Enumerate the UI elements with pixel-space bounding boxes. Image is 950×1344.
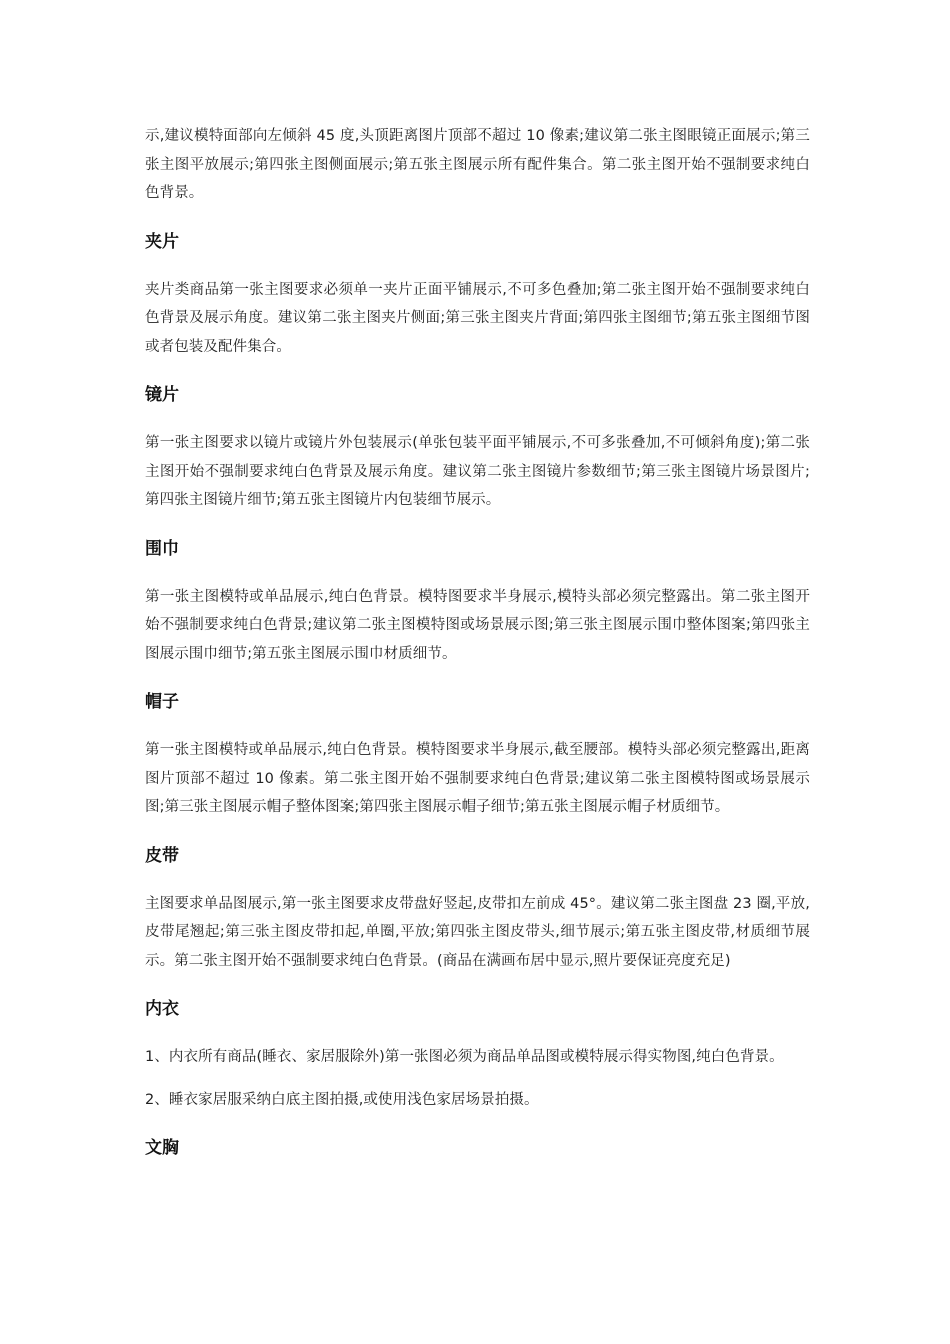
section-heading-bra: 文胸 [145, 1138, 179, 1158]
section-paragraph-clip: 夹片类商品第一张主图要求必须单一夹片正面平铺展示,不可多色叠加;第二张主图开始不强制要求纯白色背景及展示角度。建议第二张主图夹片侧面;第三张主图夹片背面;第四张主图细节;第五张主图细节图或者包装及配件集合。 [145, 281, 810, 355]
section-heading-lens: 镜片 [145, 385, 179, 405]
intro-paragraph: 示,建议模特面部向左倾斜 45 度,头顶距离图片顶部不超过 10 像素;建议第二张主图眼镜正面展示;第三张主图平放展示;第四张主图侧面展示;第五张主图展示所有配件集合。第二张主图开始不强制要求纯白色背景。 [145, 128, 810, 201]
section-heading-belt: 皮带 [145, 845, 179, 866]
section-paragraph-scarf: 第一张主图模特或单品展示,纯白色背景。模特图要求半身展示,模特头部必须完整露出。第二张主图开始不强制要求纯白色背景;建议第二张主图模特图或场景展示图;第三张主图展示围巾整体图案;第四张主图展示围巾细节;第五张主图展示围巾材质细节。 [145, 588, 810, 662]
section-heading-underwear: 内衣 [145, 999, 179, 1019]
section-paragraph-underwear-1: 1、内衣所有商品(睡衣、家居服除外)第一张图必须为商品单品图或模特展示得实物图,纯白色背景。 [145, 1049, 784, 1065]
section-paragraph-underwear-2: 2、睡衣家居服采纳白底主图拍摄,或使用浅色家居场景拍摄。 [145, 1091, 539, 1108]
document-body [145, 122, 810, 1162]
section-paragraph-hat: 第一张主图模特或单品展示,纯白色背景。模特图要求半身展示,截至腰部。模特头部必须完整露出,距离图片顶部不超过 10 像素。第二张主图开始不强制要求纯白色背景;建议第二张主图模特图或场景展示图;第三张主图展示帽子整体图案;第四张主图展示帽子细节;第五张主图展示帽子材质细节。 [145, 742, 810, 815]
section-heading-hat: 帽子 [145, 692, 179, 712]
section-heading-scarf: 围巾 [145, 538, 179, 559]
section-heading-clip: 夹片 [145, 231, 179, 252]
section-paragraph-lens: 第一张主图要求以镜片或镜片外包装展示(单张包装平面平铺展示,不可多张叠加,不可倾斜角度);第二张主图开始不强制要求纯白色背景及展示角度。建议第二张主图镜片参数细节;第三张主图镜片场景图片;第四张主图镜片细节;第五张主图镜片内包装细节展示。 [145, 435, 810, 508]
section-paragraph-belt: 主图要求单品图展示,第一张主图要求皮带盘好竖起,皮带扣左前成 45°。建议第二张主图盘 23 圈,平放,皮带尾翘起;第三张主图皮带扣起,单圈,平放;第四张主图皮带头,细节展示;第五张主图皮带,材质细节展示。第二张主图开始不强制要求纯白色背景。(商品在满画布居中显示,照片要保证亮度充足) [145, 895, 810, 969]
